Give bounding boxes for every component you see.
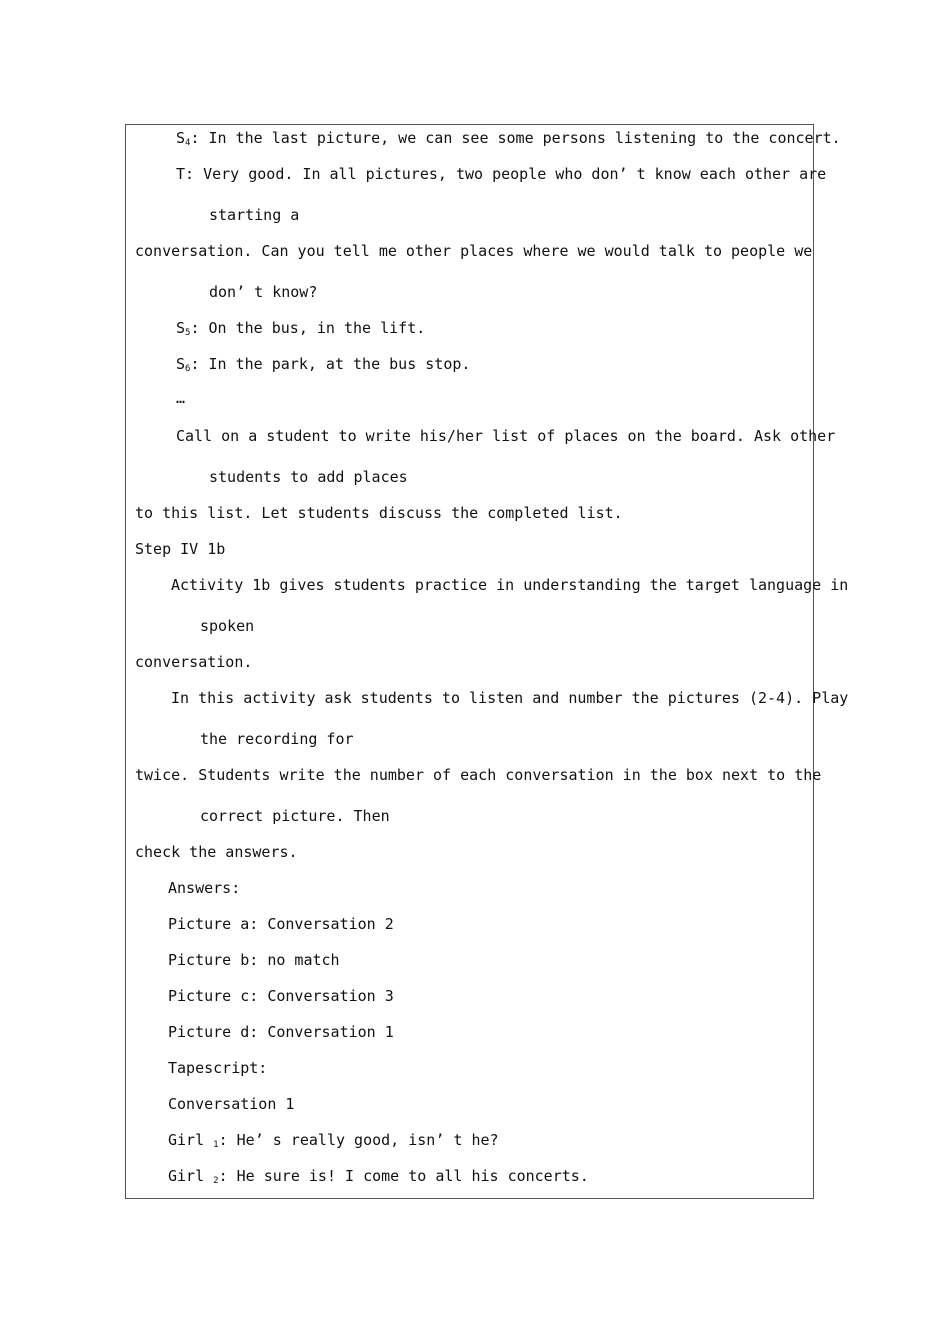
step-heading: Step IV 1b [135,540,226,558]
line-ellipsis: … [176,389,186,407]
answer-a: Picture a: Conversation 2 [168,915,394,933]
line-activity-cont2: conversation. [135,653,253,671]
line-teacher: T: Very good. In all pictures, two people who don’ t know each other are [176,165,827,183]
line-call-on-cont1: students to add places [209,468,408,486]
line-instructions-cont3: correct picture. Then [200,807,390,825]
line-teacher-cont1: starting a [209,206,300,224]
line-instructions-cont2: twice. Students write the number of each conversation in the box next to the [135,766,822,784]
line-instructions: In this activity ask students to listen and number the pictures (2-4). Play [171,689,849,707]
line-girl1: Girl $_1$: He’ s really good, isn’ t he? [168,1131,499,1150]
conversation-heading: Conversation 1 [168,1095,295,1113]
line-instructions-cont4: check the answers. [135,843,298,861]
line-call-on-cont2: to this list. Let students discuss the completed list. [135,504,623,522]
line-teacher-cont3: don’ t know? [209,283,318,301]
line-activity-cont1: spoken [200,617,255,635]
answers-heading: Answers: [168,879,241,897]
line-s5: $S_5$: On the bus, in the lift. [176,319,426,338]
answer-d: Picture d: Conversation 1 [168,1023,394,1041]
answer-c: Picture c: Conversation 3 [168,987,394,1005]
answer-b: Picture b: no match [168,951,340,969]
line-call-on: Call on a student to write his/her list of places on the board. Ask other [176,427,836,445]
tapescript-heading: Tapescript: [168,1059,268,1077]
line-s6: $S_6$: In the park, at the bus stop. [176,355,471,374]
line-girl2: Girl $_2$: He sure is! I come to all his concerts. [168,1167,589,1186]
line-teacher-cont2: conversation. Can you tell me other places where we would talk to people we [135,242,813,260]
line-activity: Activity 1b gives students practice in understanding the target language in [171,576,849,594]
line-s4: $S_4$: In the last picture, we can see some persons listening to the concert. [176,129,841,148]
line-instructions-cont1: the recording for [200,730,354,748]
